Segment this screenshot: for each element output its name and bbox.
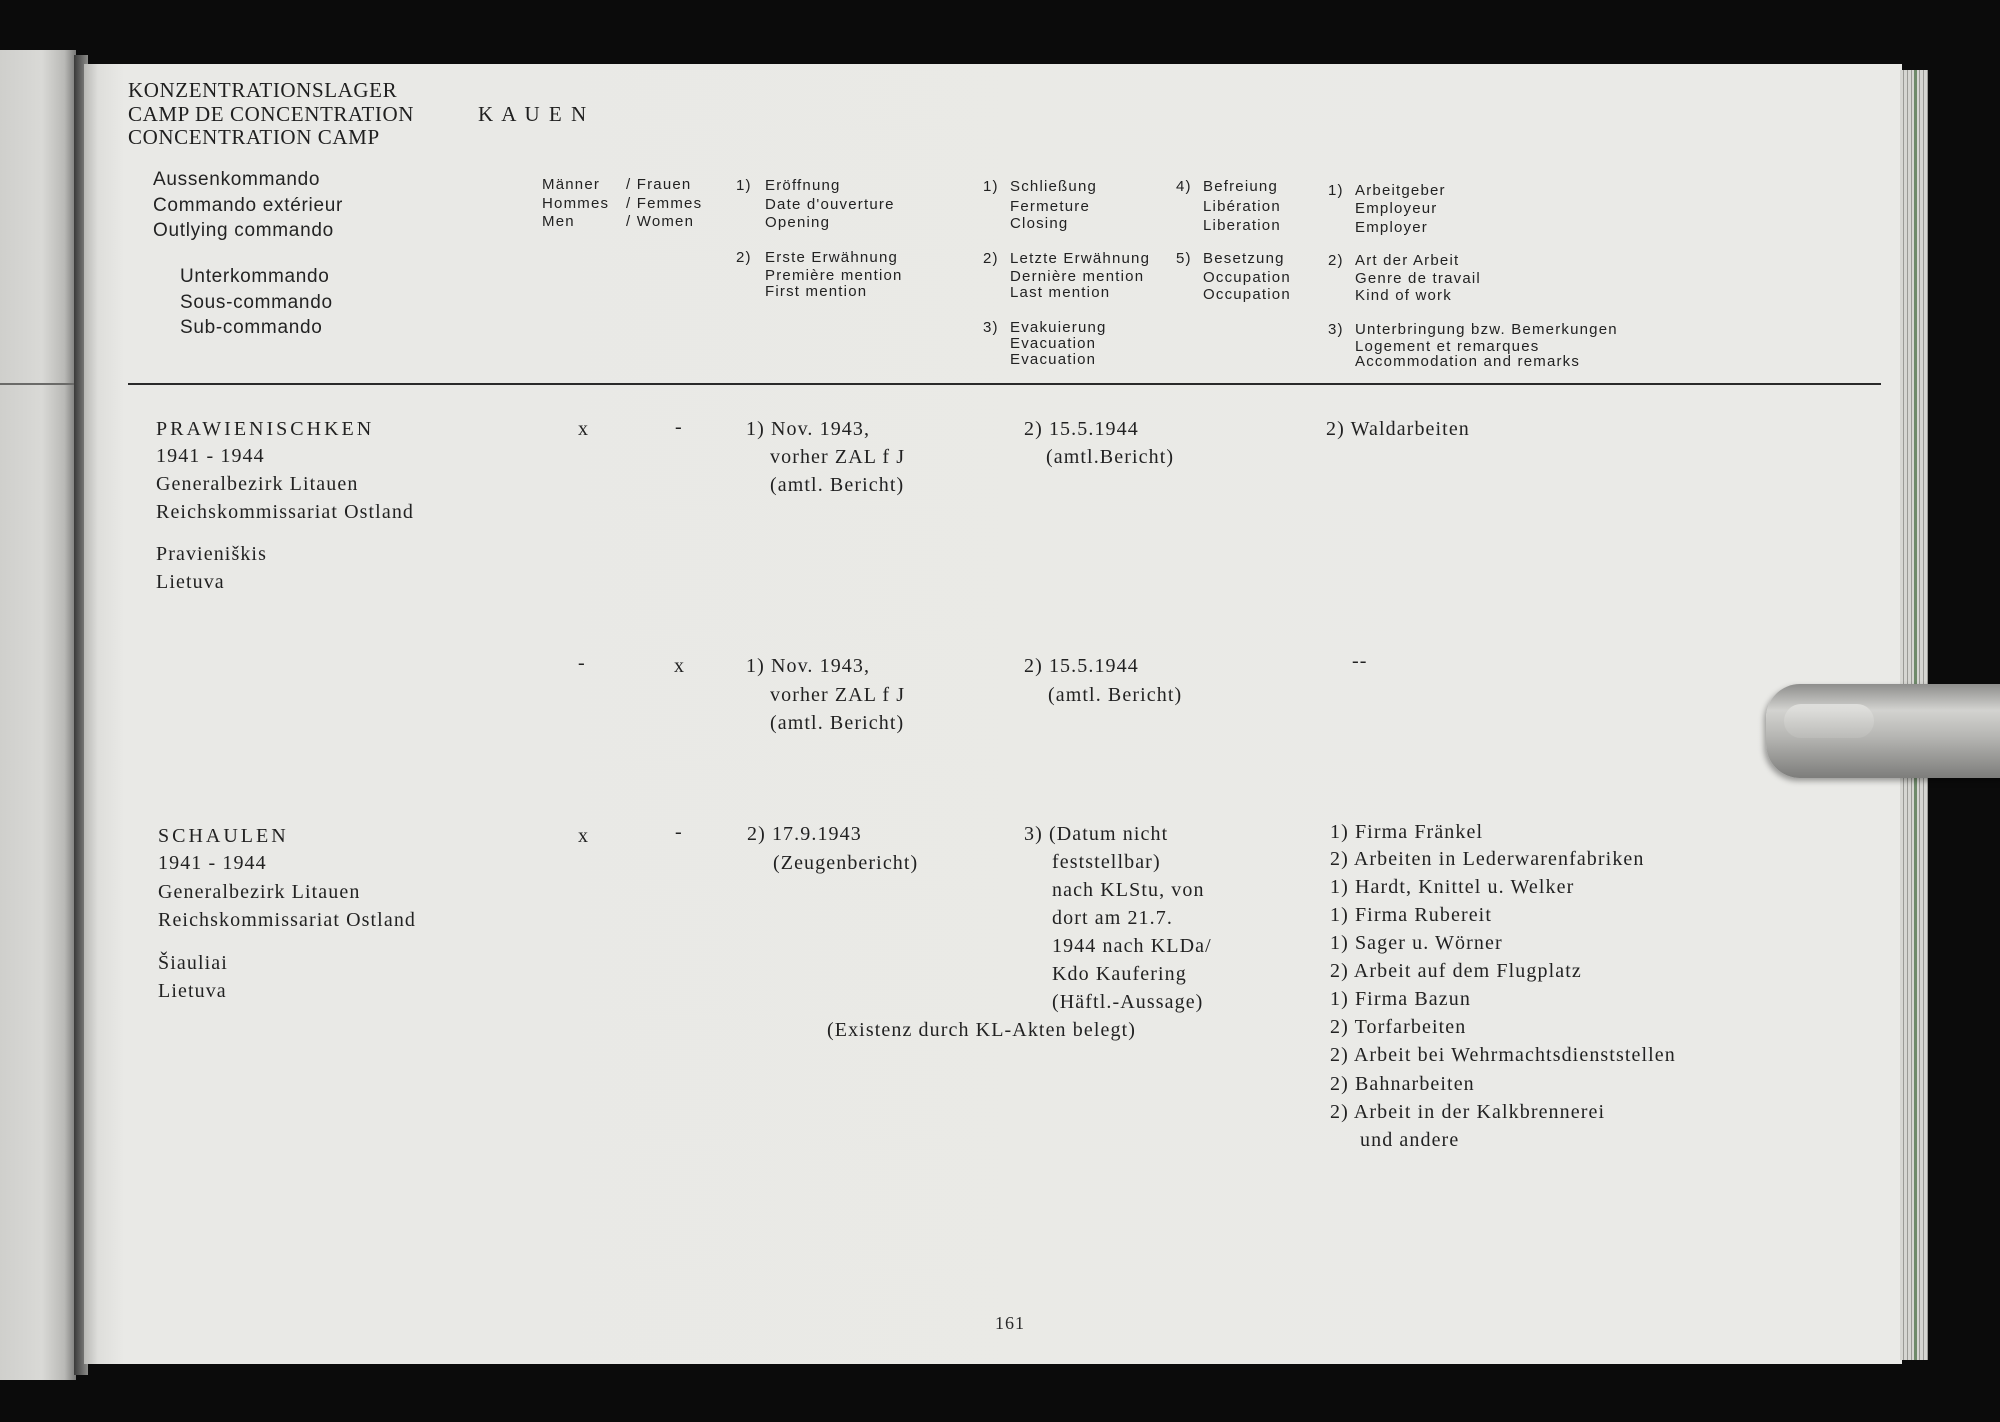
title-english: CONCENTRATION CAMP [128, 125, 380, 149]
record-closing-line: Kdo Kaufering [1052, 963, 1187, 985]
record-work-item: 2) Arbeit in der Kalkbrennerei [1330, 1101, 1606, 1123]
record-work-item: 2) Bahnarbeiten [1330, 1073, 1475, 1095]
record-work-item: 2) Torfarbeiten [1330, 1016, 1467, 1038]
header-occupation-english: Occupation [1203, 286, 1291, 303]
record-closing-line: 1944 nach KLDa/ [1052, 935, 1212, 957]
facing-page-rule [0, 383, 74, 385]
record-closing-line: feststellbar) [1052, 851, 1161, 873]
header-employer-number: 1) [1328, 182, 1344, 199]
header-first-mention-english: First mention [765, 283, 868, 300]
entry-name: PRAWIENISCHKEN [156, 418, 375, 440]
page-clip [1766, 684, 2000, 778]
sub-label-french: Sous-commando [180, 292, 333, 313]
header-kind-of-work-french: Genre de travail [1355, 270, 1481, 287]
record-opening-line: (Zeugenbericht) [773, 852, 919, 874]
record-work-item: -- [1352, 650, 1368, 672]
record-work-item: 2) Waldarbeiten [1326, 418, 1470, 440]
header-closing-english: Closing [1010, 215, 1069, 232]
record-work-item: 1) Firma Bazun [1330, 988, 1471, 1010]
entry-country: Lietuva [156, 571, 225, 593]
record-note: (Existenz durch KL-Akten belegt) [827, 1019, 1136, 1041]
header-occupation-german: Besetzung [1203, 250, 1285, 267]
header-men-english: Men [542, 213, 575, 230]
title-french: CAMP DE CONCENTRATION [128, 102, 414, 126]
main-camp-name: K A U E N [478, 102, 589, 126]
header-last-mention-number: 2) [983, 250, 999, 267]
header-occupation-number: 5) [1176, 250, 1192, 267]
header-evacuation-english: Evacuation [1010, 351, 1097, 368]
entry-years: 1941 - 1944 [156, 445, 265, 467]
record-opening-line: 1) Nov. 1943, [746, 655, 871, 677]
header-evacuation-german: Evakuierung [1010, 319, 1107, 336]
header-kind-of-work-german: Art der Arbeit [1355, 252, 1460, 269]
record-work-item: 1) Sager u. Wörner [1330, 932, 1503, 954]
page-number: 161 [995, 1313, 1025, 1333]
record-work-item: und andere [1360, 1129, 1460, 1151]
header-occupation-french: Occupation [1203, 269, 1291, 286]
outlying-label-german: Aussenkommando [153, 169, 321, 190]
record-closing-line: nach KLStu, von [1052, 879, 1205, 901]
outlying-label-english: Outlying commando [153, 220, 334, 241]
record-work-item: 1) Firma Rubereit [1330, 904, 1493, 926]
record-women-mark: x [674, 655, 686, 677]
header-men-german: Männer [542, 176, 601, 193]
header-last-mention-french: Dernière mention [1010, 268, 1145, 285]
record-opening-line: 1) Nov. 1943, [746, 418, 871, 440]
header-liberation-german: Befreiung [1203, 178, 1279, 195]
record-closing-line: 2) 15.5.1944 [1024, 418, 1139, 440]
entry-name: SCHAULEN [158, 825, 289, 847]
header-employer-english: Employer [1355, 219, 1428, 236]
header-employer-french: Employeur [1355, 200, 1438, 217]
record-women-mark: - [675, 821, 683, 843]
header-accommodation-german: Unterbringung bzw. Bemerkungen [1355, 321, 1618, 338]
record-closing-line: (amtl. Bericht) [1048, 684, 1183, 706]
record-closing-line: 3) (Datum nicht [1024, 823, 1169, 845]
record-closing-line: (Häftl.-Aussage) [1052, 991, 1204, 1013]
header-employer-german: Arbeitgeber [1355, 182, 1446, 199]
record-work-item: 2) Arbeiten in Lederwarenfabriken [1330, 848, 1645, 870]
header-women-french: / Femmes [626, 195, 703, 212]
header-last-mention-german: Letzte Erwähnung [1010, 250, 1151, 267]
header-evacuation-french: Evacuation [1010, 335, 1097, 352]
record-opening-line: (amtl. Bericht) [770, 712, 905, 734]
entry-current-name: Šiauliai [158, 952, 228, 974]
header-opening-german: Eröffnung [765, 177, 841, 194]
header-kind-of-work-number: 2) [1328, 252, 1344, 269]
record-opening-line: vorher ZAL f J [770, 446, 906, 468]
record-opening-line: (amtl. Bericht) [770, 474, 905, 496]
header-last-mention-english: Last mention [1010, 284, 1111, 301]
sub-label-german: Unterkommando [180, 266, 330, 287]
record-work-item: 2) Arbeit bei Wehrmachtsdienststellen [1330, 1044, 1676, 1066]
header-closing-number: 1) [983, 178, 999, 195]
record-women-mark: - [675, 416, 683, 438]
record-closing-line: 2) 15.5.1944 [1024, 655, 1139, 677]
record-men-mark: - [578, 652, 586, 674]
header-first-mention-german: Erste Erwähnung [765, 249, 899, 266]
header-liberation-number: 4) [1176, 178, 1192, 195]
header-accommodation-english: Accommodation and remarks [1355, 353, 1581, 370]
header-closing-french: Fermeture [1010, 198, 1090, 215]
title-german: KONZENTRATIONSLAGER [128, 78, 398, 102]
entry-country: Lietuva [158, 980, 227, 1002]
record-closing-line: (amtl.Bericht) [1046, 446, 1175, 468]
record-closing-line: dort am 21.7. [1052, 907, 1173, 929]
outlying-label-french: Commando extérieur [153, 195, 344, 216]
header-first-mention-number: 2) [736, 249, 752, 266]
record-men-mark: x [578, 825, 590, 847]
entry-current-name: Pravieniškis [156, 543, 267, 565]
header-opening-english: Opening [765, 214, 831, 231]
entry-years: 1941 - 1944 [158, 852, 267, 874]
header-accommodation-number: 3) [1328, 321, 1344, 338]
header-liberation-french: Libération [1203, 198, 1281, 215]
header-closing-german: Schließung [1010, 178, 1098, 195]
header-first-mention-french: Première mention [765, 267, 903, 284]
sub-label-english: Sub-commando [180, 317, 323, 338]
entry-commissariat: Reichskommissariat Ostland [158, 909, 417, 931]
header-opening-french: Date d'ouverture [765, 196, 895, 213]
header-women-english: / Women [626, 213, 695, 230]
header-evacuation-number: 3) [983, 319, 999, 336]
record-men-mark: x [578, 418, 590, 440]
facing-page-edge [0, 50, 76, 1380]
entry-district: Generalbezirk Litauen [158, 881, 361, 903]
record-work-item: 1) Hardt, Knittel u. Welker [1330, 876, 1575, 898]
header-kind-of-work-english: Kind of work [1355, 287, 1452, 304]
header-women-german: / Frauen [626, 176, 692, 193]
header-men-french: Hommes [542, 195, 610, 212]
header-divider [128, 383, 1881, 385]
entry-district: Generalbezirk Litauen [156, 473, 359, 495]
record-opening-line: 2) 17.9.1943 [747, 823, 862, 845]
record-work-item: 1) Firma Fränkel [1330, 821, 1484, 843]
header-accommodation-french: Logement et remarques [1355, 338, 1540, 355]
record-opening-line: vorher ZAL f J [770, 684, 906, 706]
entry-commissariat: Reichskommissariat Ostland [156, 501, 415, 523]
record-work-item: 2) Arbeit auf dem Flugplatz [1330, 960, 1582, 982]
header-liberation-english: Liberation [1203, 217, 1281, 234]
header-opening-number: 1) [736, 177, 752, 194]
